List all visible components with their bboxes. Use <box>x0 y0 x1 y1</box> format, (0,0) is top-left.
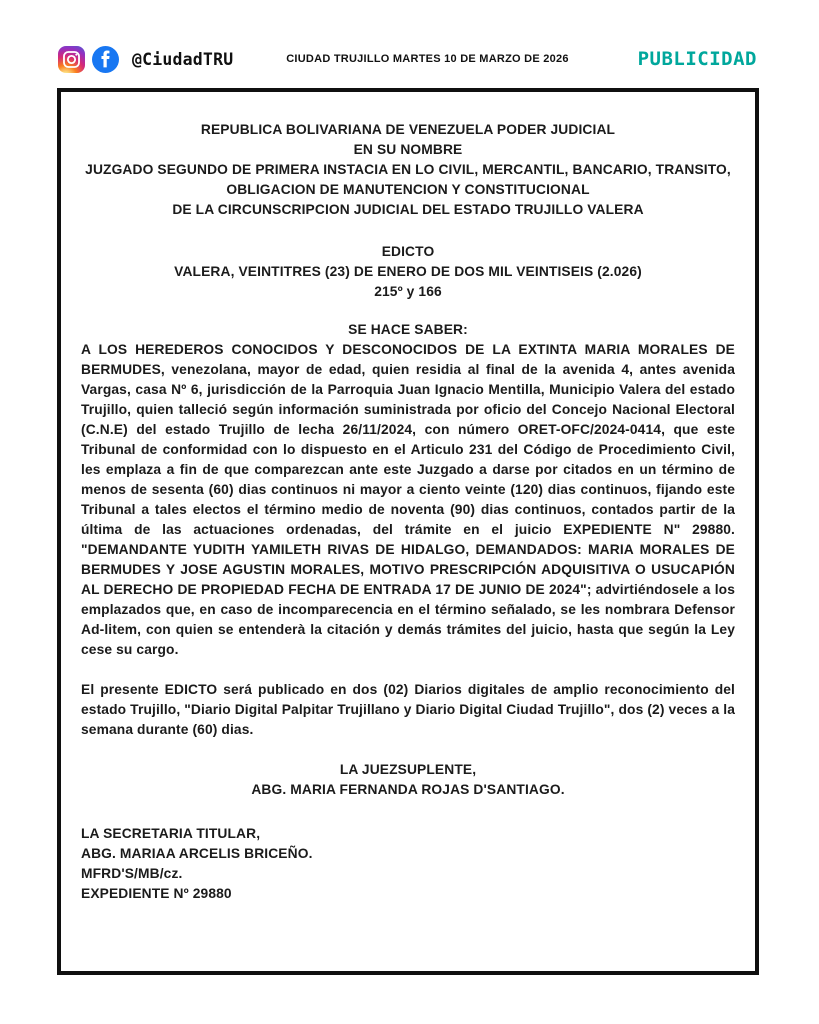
facebook-icon <box>92 46 119 73</box>
secretary-signature-block <box>81 824 735 904</box>
page-header <box>58 42 757 76</box>
edicto-heading-block <box>81 242 735 302</box>
secretary-name: ABG. MARIAA ARCELIS BRICEÑO. <box>81 846 313 861</box>
judge-name: ABG. MARIA FERNANDA ROJAS D'SANTIAGO. <box>251 782 565 797</box>
expediente-number: EXPEDIENTE Nº 29880 <box>81 886 232 901</box>
social-row <box>58 46 233 73</box>
edicto-heading: EDICTO <box>381 244 435 259</box>
title-line-5: DE LA CIRCUNSCRIPCION JUDICIAL DEL ESTADO TRUJILLO VALERA <box>172 202 644 217</box>
edicto-years-line: 215º y 166 <box>374 284 442 299</box>
initials-line: MFRD'S/MB/cz. <box>81 866 183 881</box>
edicto-document <box>57 88 759 975</box>
title-line-2: EN SU NOMBRE <box>353 142 463 157</box>
publicidad-label: PUBLICIDAD <box>637 48 757 70</box>
judge-signature-block <box>81 760 735 800</box>
judge-title: LA JUEZSUPLENTE, <box>339 762 477 777</box>
title-line-4: OBLIGACION DE MANUTENCION Y CONSTITUCIONAL <box>226 182 590 197</box>
title-line-1: REPUBLICA BOLIVARIANA DE VENEZUELA PODER JUDICIAL <box>200 122 616 137</box>
instagram-icon <box>58 46 85 73</box>
secretary-title: LA SECRETARIA TITULAR, <box>81 826 261 841</box>
se-hace-saber: SE HACE SABER: <box>348 322 468 337</box>
title-line-3: JUZGADO SEGUNDO DE PRIMERA INSTACIA EN LO CIVIL, MERCANTIL, BANCARIO, TRANSITO, <box>85 162 731 177</box>
social-handle: @CiudadTRU <box>132 49 234 69</box>
court-title-block <box>81 120 735 220</box>
edicto-body-paragraph: A LOS HEREDEROS CONOCIDOS Y DESCONOCIDOS DE LA EXTINTA MARIA MORALES DE BERMUDES, venezolana, mayor de edad, quien residia al final de la avenida 4, antes avenida Vargas, casa Nº 6, jurisdicción de la Parroquia Juan Ignacio Mentilla, Municipio Valera del estado Trujillo, quien talleció según información suministrada por oficio del Concejo Nacional Electoral (C.N.E) del estado Trujillo de lecha 26/11/2024, con número ORET-OFC/2024-0414, que este Tribunal de conformidad con lo dispuesto en el Articulo 231 del Código de Procedimiento Civil, les emplaza a fin de que comparezcan ante este Juzgado a darse por citados en un término de menos de sesenta (60) dias continuos ni mayor a ciento veinte (120) dias continuos, fijando este Tribunal a tales electos el término medio de noventa (90) dias continuos, contados partir de la última de las actuaciones ordenadas, del trámite en el juicio EXPEDIENTE N" 29880. "DEMANDANTE YUDITH YAMILETH RIVAS DE HIDALGO, DEMANDADOS: MARIA MORALES DE BERMUDES Y JOSE AGUSTIN MORALES, MOTIVO PRESCRIPCIÓN ADQUISITIVA O USUCAPIÓN AL DERECHO DE PROPIEDAD FECHA DE ENTRADA 17 DE JUNIO DE 2024"; advirtiéndosele a los emplazados que, en caso de incomparecencia en el término señalado, se les nombrara Defensor Ad-litem, con quien se entenderà la citación y demás trámites del juicio, hasta que según la Ley cese su cargo. <box>81 342 735 657</box>
publication-paragraph: El presente EDICTO será publicado en dos (02) Diarios digitales de amplio reconocimiento del estado Trujillo, "Diario Digital Palpitar Trujillano y Diario Digital Ciudad Trujillo", dos (2) veces a la semana durante (60) dias. <box>81 682 735 737</box>
header-date-line: CIUDAD TRUJILLO MARTES 10 DE MARZO DE 2026 <box>286 53 569 65</box>
edicto-date-line: VALERA, VEINTITRES (23) DE ENERO DE DOS MIL VEINTISEIS (2.026) <box>174 264 642 279</box>
